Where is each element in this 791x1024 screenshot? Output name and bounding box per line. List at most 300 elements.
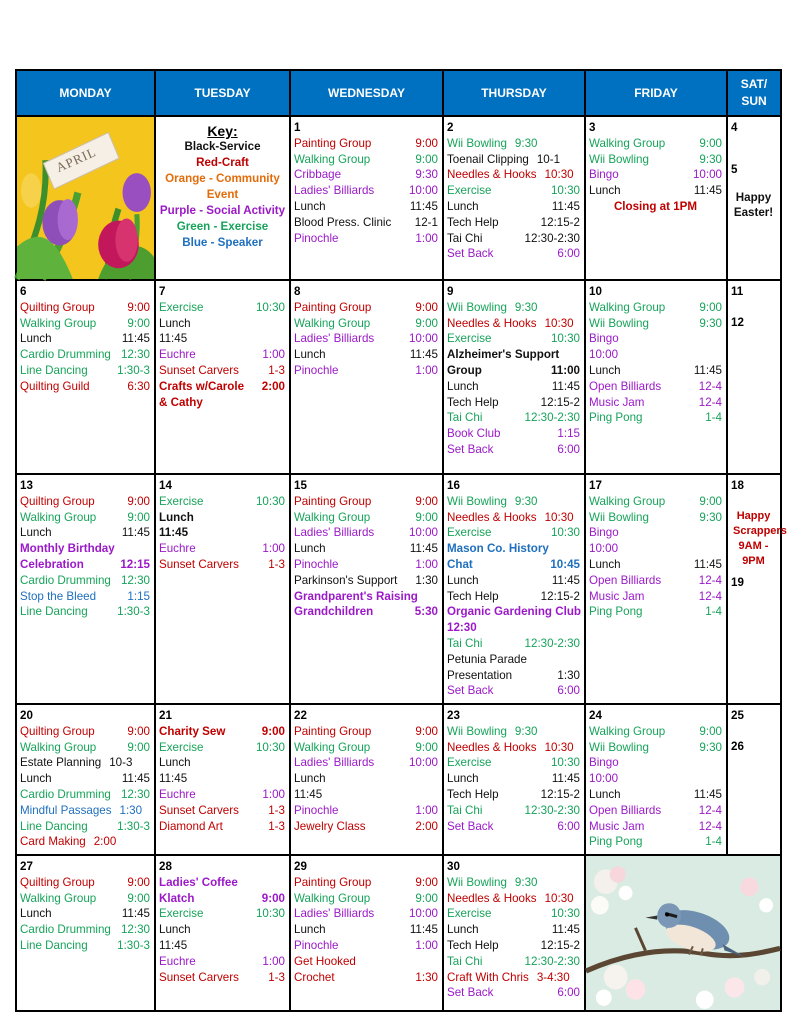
event-time: 11:45 — [121, 526, 150, 540]
event-name: Crafts w/Carole — [159, 379, 245, 393]
event-time: 10:30 — [544, 891, 574, 905]
event-time: 9:30 — [514, 136, 538, 150]
event-time: 9:00 — [415, 494, 438, 508]
event-entry — [447, 557, 580, 573]
event-entry — [20, 494, 150, 510]
event-name: Exercise — [447, 526, 492, 540]
event-name: Lunch — [447, 379, 479, 393]
week-row — [16, 280, 781, 474]
event-name: Lunch — [159, 923, 191, 937]
day-number-sunday: 5 — [731, 162, 738, 176]
event-name: Cribbage — [294, 168, 342, 182]
event-entry — [20, 331, 150, 347]
event-name: Open Billiards — [589, 803, 662, 817]
header-friday: FRIDAY — [585, 70, 727, 116]
event-name: Group — [447, 363, 482, 377]
event-time: 9:00 — [415, 152, 438, 166]
day-number: 1 — [294, 121, 301, 134]
day-number-saturday: 18 — [731, 479, 744, 492]
event-name: Celebration — [20, 557, 84, 571]
event-entry — [447, 573, 580, 589]
event-entry — [447, 891, 580, 907]
event-time: 9:00 — [127, 891, 150, 905]
event-name: Lunch — [294, 348, 326, 362]
event-entry — [159, 875, 285, 891]
day-number: 16 — [447, 479, 460, 492]
event-name: Lunch — [159, 316, 191, 330]
day-cell — [155, 280, 290, 474]
event-entry — [294, 906, 438, 922]
event-name: Charity Sew — [159, 724, 226, 738]
event-time: 1:30 — [415, 573, 438, 587]
event-name: Quilting Guild — [20, 379, 90, 393]
event-time: 10:30 — [255, 494, 285, 508]
event-entry — [20, 379, 150, 395]
event-name: Lunch — [20, 526, 52, 540]
event-entry — [447, 954, 580, 970]
event-time: 10:30 — [255, 300, 285, 314]
weekday-header-row — [16, 70, 781, 116]
day-cell — [443, 704, 585, 855]
event-time: 12:15-2 — [540, 395, 580, 409]
event-time: 12-4 — [698, 573, 722, 587]
event-entry — [447, 970, 580, 986]
event-entry — [589, 167, 722, 183]
event-name: Lunch — [294, 923, 326, 937]
event-time: 11:45 — [693, 363, 722, 377]
day-number: 20 — [20, 709, 33, 722]
event-time: 11:00 — [550, 363, 580, 377]
event-name: Wii Bowling — [447, 875, 507, 889]
event-name: Jewelry Class — [294, 819, 366, 833]
event-entry — [294, 875, 438, 891]
event-entry — [589, 604, 722, 620]
event-entry — [589, 834, 722, 850]
event-name: Diamond Art — [159, 819, 223, 833]
key-line: Blue - Speaker — [182, 236, 263, 249]
event-entry — [20, 755, 150, 771]
event-time: 10:30 — [255, 907, 285, 921]
event-time: 12:30-2:30 — [524, 803, 580, 817]
event-entry — [447, 819, 580, 835]
header-thursday: THURSDAY — [443, 70, 585, 116]
event-name: Exercise — [159, 300, 204, 314]
event-time: 12:30 — [120, 348, 150, 362]
event-time: 9:30 — [699, 740, 722, 754]
day-cell — [585, 855, 781, 1011]
event-time: 12:15-2 — [540, 215, 580, 229]
event-entry — [589, 803, 722, 819]
event-entry — [447, 215, 580, 231]
event-name: 11:45 — [159, 938, 188, 952]
event-name: Walking Group — [589, 136, 666, 150]
event-name: Wii Bowling — [589, 152, 649, 166]
event-name: Needles & Hooks — [447, 510, 537, 524]
event-name: Painting Group — [294, 494, 372, 508]
event-name: Open Billiards — [589, 379, 662, 393]
event-time: 1-3 — [268, 819, 285, 833]
event-time: 1:15 — [127, 589, 150, 603]
event-time: 10-1 — [536, 152, 561, 166]
event-entry — [447, 331, 580, 347]
event-name: Ladies' Billiards — [294, 184, 375, 198]
event-time: 9:30 — [514, 300, 538, 314]
event-entry — [159, 494, 285, 510]
event-entry — [159, 347, 285, 363]
event-entry — [20, 819, 150, 835]
day-number: 7 — [159, 285, 166, 298]
event-time: 11:45 — [121, 772, 150, 786]
event-time: 11:45 — [409, 923, 438, 937]
event-name: Walking Group — [20, 316, 97, 330]
event-name: Crochet — [294, 970, 335, 984]
event-time: 1:00 — [415, 231, 438, 245]
event-name: Wii Bowling — [447, 300, 507, 314]
day-content — [586, 705, 726, 850]
event-entry — [294, 740, 438, 756]
event-time: 1:30 — [119, 803, 143, 817]
day-content — [291, 705, 442, 834]
event-time: 9:00 — [127, 740, 150, 754]
day-content — [586, 281, 726, 426]
key-title: Key: — [207, 123, 238, 139]
event-entry — [159, 363, 285, 379]
event-name: Wii Bowling — [447, 136, 507, 150]
event-entry — [20, 604, 150, 620]
event-entry — [589, 183, 722, 199]
event-name: Pinochle — [294, 231, 339, 245]
day-content — [156, 281, 289, 410]
event-name: Lunch — [589, 787, 621, 801]
event-entry — [20, 938, 150, 954]
event-time: 1:15 — [557, 427, 580, 441]
event-entry — [20, 803, 150, 819]
event-time: 6:00 — [557, 442, 580, 456]
event-name: Walking Group — [20, 891, 97, 905]
event-name: Bingo — [589, 526, 619, 540]
event-name: Ping Pong — [589, 605, 643, 619]
day-cell — [155, 116, 290, 280]
event-time: 10:00 — [408, 526, 438, 540]
day-cell — [443, 474, 585, 704]
day-content — [156, 856, 289, 985]
day-content — [17, 475, 154, 620]
event-entry — [589, 755, 722, 771]
header-sat-sun: SAT/ SUN — [727, 70, 781, 116]
event-name: Closing at 1PM — [613, 199, 698, 213]
event-time: 10:30 — [550, 526, 580, 540]
day-number: 23 — [447, 709, 460, 722]
day-number: 8 — [294, 285, 301, 298]
event-name: Pinochle — [294, 803, 339, 817]
event-entry — [159, 755, 285, 771]
event-name: 11:45 — [159, 772, 188, 786]
event-entry — [159, 803, 285, 819]
day-number-saturday: 25 — [731, 709, 744, 722]
event-time: 6:30 — [127, 379, 150, 393]
event-entry — [589, 152, 722, 168]
event-entry — [589, 525, 722, 541]
event-time: 1:00 — [262, 348, 285, 362]
event-entry — [20, 891, 150, 907]
event-time: 9:00 — [699, 494, 722, 508]
event-name: Card Making — [20, 835, 86, 849]
event-name: Needles & Hooks — [447, 891, 537, 905]
event-name: Lunch — [20, 772, 52, 786]
event-name: Ping Pong — [589, 411, 643, 425]
day-cell — [290, 855, 443, 1011]
event-time: 12-4 — [698, 819, 722, 833]
event-time: 9:30 — [514, 724, 538, 738]
event-time: 11:45 — [121, 332, 150, 346]
day-cell — [727, 704, 781, 855]
weekend-content — [728, 117, 780, 221]
event-name: Line Dancing — [20, 605, 88, 619]
day-content — [17, 281, 154, 395]
event-entry — [447, 410, 580, 426]
day-number: 14 — [159, 479, 172, 492]
event-entry — [159, 970, 285, 986]
event-time: 11:45 — [693, 184, 722, 198]
event-entry — [589, 819, 722, 835]
event-entry — [294, 316, 438, 332]
event-name: Lunch — [447, 573, 479, 587]
event-time: 10:00 — [408, 756, 438, 770]
event-name: Tai Chi — [447, 803, 483, 817]
event-entry — [20, 740, 150, 756]
event-time: 6:00 — [557, 819, 580, 833]
event-entry — [294, 199, 438, 215]
event-time: 1:30 — [557, 668, 580, 682]
event-entry — [294, 573, 438, 589]
event-time: 12:15-2 — [540, 787, 580, 801]
event-entry — [447, 136, 580, 152]
day-content — [586, 475, 726, 620]
event-time: 3-4:30 — [536, 970, 570, 984]
weekend-event-note: Happy Scrappers 9AM - 9PM — [733, 509, 787, 567]
event-entry — [159, 787, 285, 803]
event-time: 1:30 — [415, 970, 438, 984]
event-entry — [294, 215, 438, 231]
event-time: 11:45 — [551, 199, 580, 213]
event-time: 12:30-2:30 — [524, 411, 580, 425]
event-time: 9:00 — [415, 136, 438, 150]
event-name: Exercise — [447, 332, 492, 346]
day-cell — [727, 116, 781, 280]
event-name: Get Hooked — [294, 954, 356, 968]
event-entry — [447, 395, 580, 411]
event-entry — [589, 331, 722, 347]
day-content — [17, 856, 154, 954]
event-entry — [294, 589, 438, 605]
event-name: Line Dancing — [20, 819, 88, 833]
event-entry — [447, 620, 580, 636]
event-entry — [294, 787, 438, 803]
event-time: 1-3 — [268, 970, 285, 984]
weekend-content — [728, 475, 787, 591]
event-name: Toenail Clipping — [447, 152, 529, 166]
event-entry — [20, 787, 150, 803]
event-entry — [294, 331, 438, 347]
event-name: Quilting Group — [20, 494, 95, 508]
day-cell — [16, 704, 155, 855]
event-time: 12-4 — [698, 395, 722, 409]
event-name: Euchre — [159, 954, 196, 968]
event-entry — [159, 379, 285, 395]
event-time: 10:45 — [550, 557, 580, 571]
event-entry — [294, 541, 438, 557]
event-entry — [20, 724, 150, 740]
nuthatch-bird-image — [586, 856, 780, 1010]
event-time: 2:00 — [415, 819, 438, 833]
event-entry — [447, 652, 580, 668]
event-entry — [447, 589, 580, 605]
event-entry — [294, 803, 438, 819]
day-number: 15 — [294, 479, 307, 492]
week-row — [16, 855, 781, 1011]
event-name: Lunch — [20, 332, 52, 346]
day-cell — [155, 704, 290, 855]
event-entry — [589, 724, 722, 740]
event-entry — [447, 167, 580, 183]
day-number: 22 — [294, 709, 307, 722]
week-row — [16, 116, 781, 280]
event-name: Ladies' Coffee — [159, 875, 238, 889]
day-content — [444, 281, 584, 458]
event-time: 11:45 — [409, 199, 438, 213]
event-time: 1-4 — [705, 835, 722, 849]
day-cell — [727, 280, 781, 474]
event-name: Cardio Drumming — [20, 923, 111, 937]
event-name: Lunch — [294, 199, 326, 213]
event-name: Ladies' Billiards — [294, 526, 375, 540]
event-time: 12-4 — [698, 589, 722, 603]
event-time: 9:00 — [127, 724, 150, 738]
day-content — [156, 705, 289, 834]
event-name: Tai Chi — [447, 636, 483, 650]
event-time: 9:00 — [699, 136, 722, 150]
day-content — [291, 281, 442, 379]
event-name: Stop the Bleed — [20, 589, 97, 603]
event-name: Set Back — [447, 819, 494, 833]
day-number: 27 — [20, 860, 33, 873]
event-name: Wii Bowling — [589, 740, 649, 754]
day-cell — [16, 855, 155, 1011]
event-name: Open Billiards — [589, 573, 662, 587]
event-name: Sunset Carvers — [159, 557, 239, 571]
event-name: Ladies' Billiards — [294, 907, 375, 921]
day-cell — [16, 116, 155, 280]
event-entry — [294, 136, 438, 152]
event-entry — [589, 379, 722, 395]
event-entry — [447, 803, 580, 819]
event-time: 6:00 — [557, 986, 580, 1000]
day-content — [17, 705, 154, 850]
event-entry — [447, 494, 580, 510]
day-content — [444, 856, 584, 1001]
event-name: Lunch — [159, 510, 194, 524]
day-number-saturday: 4 — [731, 121, 738, 134]
event-time: 11:45 — [551, 573, 580, 587]
event-name: Tai Chi — [447, 231, 483, 245]
event-name: Petunia Parade — [447, 652, 527, 666]
event-entry — [447, 442, 580, 458]
event-entry — [294, 755, 438, 771]
event-entry — [589, 573, 722, 589]
event-name: 11:45 — [159, 332, 188, 346]
week-row — [16, 474, 781, 704]
event-name: Tech Help — [447, 395, 499, 409]
event-entry — [159, 510, 285, 526]
event-name: Set Back — [447, 247, 494, 261]
event-entry — [294, 922, 438, 938]
weekend-content — [728, 705, 780, 755]
event-time: 10:30 — [544, 740, 574, 754]
event-entry — [294, 891, 438, 907]
event-name: Walking Group — [294, 152, 371, 166]
key-line: Purple - Social Activity — [159, 204, 286, 217]
event-time: 11:45 — [121, 907, 150, 921]
event-name: Tech Help — [447, 938, 499, 952]
event-entry — [20, 300, 150, 316]
event-entry — [447, 771, 580, 787]
event-time: 1:00 — [415, 557, 438, 571]
event-entry — [294, 604, 438, 620]
event-entry — [447, 755, 580, 771]
day-number: 9 — [447, 285, 454, 298]
key-line: Black-Service — [184, 140, 261, 153]
event-entry — [294, 724, 438, 740]
event-entry — [159, 891, 285, 907]
event-entry — [20, 541, 150, 557]
event-time: 11:45 — [693, 557, 722, 571]
event-entry — [159, 954, 285, 970]
event-name: Lunch — [589, 184, 621, 198]
event-time: 11:45 — [551, 772, 580, 786]
event-time: 9:30 — [514, 875, 538, 889]
event-entry — [447, 604, 580, 620]
event-name: Tai Chi — [447, 411, 483, 425]
event-name: Ladies' Billiards — [294, 332, 375, 346]
day-number: 21 — [159, 709, 172, 722]
event-name: Mindful Passages — [20, 803, 112, 817]
event-name: Line Dancing — [20, 938, 88, 952]
event-name: Alzheimer's Support — [447, 348, 560, 362]
event-name: 10:00 — [589, 772, 619, 786]
event-time: 1:00 — [262, 787, 285, 801]
event-entry — [589, 740, 722, 756]
event-entry — [20, 363, 150, 379]
event-name: Ping Pong — [589, 835, 643, 849]
event-time: 12:30-2:30 — [524, 231, 580, 245]
event-entry — [589, 395, 722, 411]
day-content — [291, 856, 442, 985]
event-entry — [294, 300, 438, 316]
event-name: Set Back — [447, 442, 494, 456]
day-content — [444, 705, 584, 834]
event-entry — [589, 494, 722, 510]
event-time: 1:00 — [415, 938, 438, 952]
event-name: Quilting Group — [20, 724, 95, 738]
event-time: 9:00 — [127, 300, 150, 314]
event-entry — [159, 771, 285, 787]
day-cell — [443, 855, 585, 1011]
event-name: Exercise — [447, 907, 492, 921]
event-entry — [447, 740, 580, 756]
event-name: Cardio Drumming — [20, 348, 111, 362]
event-entry — [589, 300, 722, 316]
event-name: Pinochle — [294, 557, 339, 571]
